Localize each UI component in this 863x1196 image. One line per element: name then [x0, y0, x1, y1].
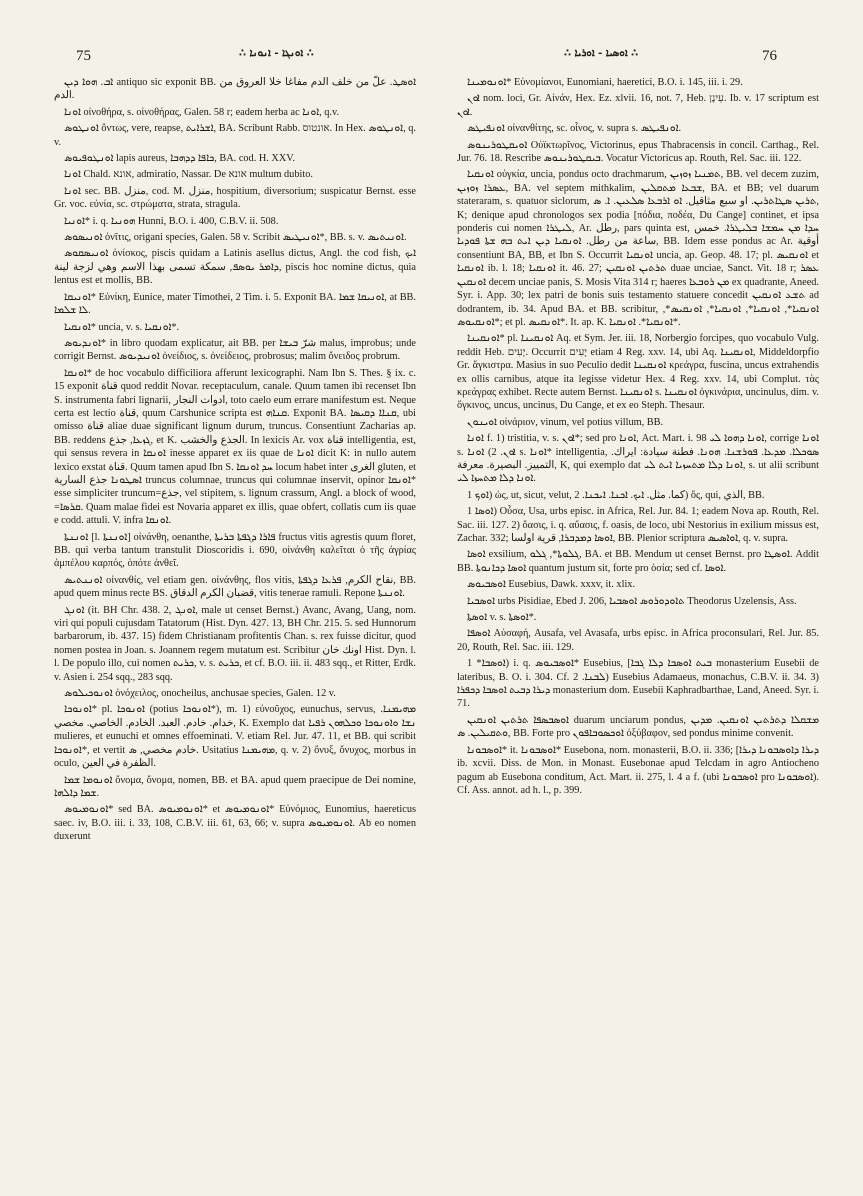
dictionary-entry: ܐܘܢܕܝܘܣ* in libro quodam explicatur, ait BB. per شرّ ܒܝܫܐ malus, improbus; unde corrigit Bernst. ܐܘܢܝܕܝܘܣ ὀνείδιος, s. ὀνείδειος, probrosus; malim ὄνειδος probrum.: [54, 337, 417, 363]
dictionary-entry: ܐܘܢܩܝܢܐ* pl. ܐܘܢܩܝܢܐ Aq. et Sym. Jer. iii. 18, Norbergio forcipes, quo vocabulo Vulg. reddit Heb. יָעִים. Occurrit יָעִים etiam 4 Reg. xxv. 14, ubi Aq. ܐܘܢܩܝܢܐ, Middeldorpfio Gr. ἄγκιστρα. Masius in suo Peculio dedit ܐܘܢܩܝܢܐ κρεάγρα, fuscina, uncus extrahendis ex ollis carnibus, atque ita legisse videtur Hex. 4 Reg. xxv. 14, ubi Complut. τὰς κρεάγρας exhibet. Recte autem Bernst. ܐܘܢܩܝܢܐ s. ܐܘܢܩܝܢܐ ὀγκινάρια, uncinulus, dim. v. ὄγκινος, uncus, uncinus, Du Cange, et ex eo Steph. Thesaur.: [457, 333, 820, 412]
dictionary-entry: ܐܘܢܝܐ* i. q. ܗܘܢܝܐ Hunni, B.O. i. 400, C.B.V. ii. 508.: [64, 215, 279, 227]
left-page-number: 75: [76, 48, 91, 64]
dictionary-entry: ܐܘܣܐ 1) Οὖσα, Usa, urbs episc. in Africa, Rel. Jur. 84. 1; eadem Nova ap. Routh, Rel. Sac. iii. 127. 2) ὄασις, i. q. αὔασις, f. oasis, de loco, ubi Nestorius in exilium missus est, Zachar. 332; ܐܘܣܐ ܕܡܕܒܪܐ, قرية اولسا, BB. Plenior scriptura ܐܘܐܣܝܣ, q. v. supra.: [457, 506, 819, 544]
dictionary-entry: ܐܘܝܢܘܢ οἰνάριον, vinum, vel potius villum, BB.: [467, 416, 664, 428]
dictionary-entry: ܐܘܢܘܡܝܢܐ* Εὐνομίανοι, Eunomiani, haeretici, B.O. i. 145, iii. i. 29.: [467, 77, 743, 88]
dictionary-entry: ܐܘܢܘܡܝܘܣ* sed BA. ܐܘܢܘܡܝܘܣ* et ܐܘܢܘܡܝܘܣ* Εὐνόμιος, Eunomius, haereticus saec. iv, B.O. iii. i. 33, 108, C.B.V. iii. 61, 63, 66; v. supra ܐܘܢܘܡܝܘܣ. Ab eo nomen duxerunt: [54, 804, 417, 843]
dictionary-entry: ܐܘܟ 1) ὡς, ut, sicut, velut, كما. مثل. ܐܝܟ. ܐܟܢܐ. ܐܝܟܢܐ. 2) ὅς, qui, الذي, BB.: [467, 489, 765, 501]
dictionary-entry: ܐܘܣܐ exsilium, ܓܠܘܬܐ*, ܓܠܘ, BA. et BB. Mendum ut censet Bernst. pro ܐܘܣܛܐ. Addit BB. ܐܘܣܐ ܕܟܐܢܘܬܐ quantum justum sit, forte pro ὁσία; sed cf. ܐܘܣܐ.: [457, 549, 819, 574]
dictionary-entry: ܐܘܣܒܐ* 1) i. q. ܐܘܣܒܝܘܣ* Eusebius, [ܒܝܬ ܐܘܣܒܐ ܕܠܐ ܓܒܐ monasterium Eusebii de lateribus, B. O. i. 304. Cf. ܠܒܢܐ. 2) Eusebius Adamaeus, monachus, C.B.V. ii. 34. 3) ܕܝܪܐ ܕܒܝܬ ܐܘܣܒܐ ܕܟܦܪܐ monasterium dom. Eusebii Kaphradbarthae, Land, Aneed. Syr. i. 71.: [457, 658, 819, 710]
dictionary-entry: ܐܘܣܬܐ v. s. ܐܘܣܬܐ*.: [467, 612, 537, 624]
dictionary-entry: ܐܘܢܐ Chald. אונא, admiratio, Nassar. De אונא multum dubito.: [64, 169, 313, 181]
two-column-body: [54, 76, 819, 847]
right-running-head: ∴ ܐܘܣܝܐ - ܐܘܪܝܐ ∴: [564, 48, 639, 59]
dictionary-entry: ܐܘܢܝܣܘܣ ὀνῖτις, origani species, Galen. 58 v. Scribit ܐܘܢܝܛܝܣ*, BB. s. v. ܐܘܢܝܬܝܣ.: [64, 232, 407, 244]
dictionary-entry: ܐܘܢܐ sec. BB. منزل, cod. M. منزل, hospitium, diversorium; suspicatur Bernst. esse Gr. voc. εὐνία, sc. στρώματα, strata, stragula.: [54, 185, 416, 211]
dictionary-entry: ܐܘܣܒܝܘܣ Eusebius, Dawk. xxxv, it. xlix.: [467, 579, 636, 591]
dictionary-entry: ܐܘܢ nom. loci, Gr. Αἰνάν, Hex. Ez. xlvii. 16, not. 7, Heb. עֵינָן. Ib. v. 17 scriptum est ܐܘܢ.: [457, 93, 819, 118]
dictionary-entry: ܐܘܣܒܝܐ urbs Pisidiae, Ebed J. 206, ܬܐܘܕܘܪܘܣ ܐܘܣܒܝܐ Theodorus Uzelensis, Ass.: [467, 595, 797, 607]
dictionary-entry: ܐܘܢܓ (it. BH Chr. 438. 2, ܐܘܢܓ, male ut censet Bernst.) Avanc, Avang, Uang, nom. viri qui populi cujusdam Tatatorum (Hist. Dyn. 427. 13, BH Chr. 215. 5. sed Hunnorum barbarorum, ib. 437. 15) fidem Christianam profitentis Chan. s. rex fuisse dicitur, quod nomen postea in Joan. s. Joannem regem mutatum est. Scribitur اونك خان Hist. Dyn. l. l. De populo illo, cui nomen ܟܪܝܬ, v. s. ܟܪܝܬ, et cf. B.O. iii. ii. 483 sqq., et Ritter, Erdk. v. Asien i. 254 sqq., 283 sqq.: [54, 604, 417, 683]
dictionary-entry: ܐܘܢܛܘܦܝܘܣ lapis aureus, ܟܐܦܐ ܕܕܗܒܐ, BA. cod. H. XXV.: [64, 153, 295, 165]
right-column: [457, 76, 819, 847]
dictionary-entry: ܐܘܢܢܬܝܣ οἰνανθίς, vel etiam gen. οἰνάνθης, flos vitis, نقاح الكرم, ܦܪܥܐ ܕܓܦܬܐ, BB. apud quem minus recte BS. قضبان الكرم الدقاق, vitis tenerae ramuli. Repone ܐܘܢܢܬܐ.: [54, 574, 416, 600]
dictionary-entry: ܐܘܢܦܝܛܣ οἰνανθίτης, sc. οἶνος, v. supra s. ܐܘܢܦܝܛܣ.: [467, 123, 682, 135]
page-header: [54, 28, 819, 68]
dictionary-entry: ܐܘܢܘܟܝܠܘܣ ὀνόχειλος, onocheilus, anchusae species, Galen. 12 v.: [64, 688, 336, 700]
dictionary-entry: ܐܘܢܝܩܐ* Εὐνίκη, Eunice, mater Timothei, 2 Tim. i. 5. Exponit BA. ܐܘܢܝܩܐ ܫܡܐ, at BB. ܠܐ ܫܠܡܐ.: [54, 291, 417, 317]
dictionary-entry: ܐܘܢܘܟܐ* pl. ܐܘܢܘܟܐ (potius ܐܘܢܘܟܐ*), m. 1) εὐνοῦχος, eunuchus, servus, ܡܗܝܡܢܐ. خدام. خادم. العبد. الخادم. الخاصي. مخصي, K. Exemplo dat ܢܫܐ ܘܐܘܢܘܟܐ ܘܟܠܗܘܢ ܪܦܝܐ mulieres, et eunuchi et omnes effoeminati. V. etiam Rel. Jur. 47. 11, et BB. qui scribit ܐܘܢܘܟܐ*, et vertit خادم مخصي, ܣ. Usitatius ܡܗܝܡܢܐ, q. v. 2) ὄνυξ, ὄνυχος, morbus in oculo, الظفرة في العين.: [54, 704, 416, 770]
dictionary-entry: ܐܘܢܩܐ* de hoc vocabulo difficiliora afferunt lexicographi. Nam Ibn S. Thes. § ix. c. 15 exponit قناة quod reddit Novar. receptaculum, canale. Quum tamen ibi recenset Ibn S. instrumenta fabri lignarii, ادوات النجار, toto caelo eum errare manifestum est. Neque certa est lectio قناة, quum Carshunice scripta est ܩܢܐܗ. Exponit BA. ܩܢܐܐ ܕܩܝܣܐ, ubi omisso قناة aliae duae significant lignum durum, truncus. Consentiunt Zacharias ap. BB. reddens ܓܙܥܐ, جذع, et K. الجذع والخشب. In lexicis Ar. vox قناة intelligentia, est, qui sensus revera in ܐܘܢܩܐ inesse apparet ex iis quae de ܐܘܢܐ dicit K: in nullo autem lexico exstat قناة. Quum tamen apud Ibn S. ܚܕ ܐܘܢܩܐ locum habet inter الغرى gluten, et ܐܣܛܘܢܐ جذع السارية truncus columnae, truncus qui columnae inservit, opinor ܐܘܢܩܐ* esse simpliciter truncum=جذع, vel stipitem, s. lignum crassum, Angl. a block of wood, =ܩܪܣܐ. Quam malae fidei est Novaria apparet ex illis, quae obfert, collatis cum iis quae e codd. attuli. V. infra ܐܘܢܩܐ.: [54, 367, 417, 527]
dictionary-entry: ܐܘܝܩܛܘܪܝܢܘܣ Οὐϊκτωρῖνος, Victorinus, epus Thabracensis in concil. Carthag., Rel. Jur. 76. 18. Rescribe ܒܝܩܛܘܪܝܢܘܣ. Vocatur Victoricus ap. Routh, Rel. Sac. iii. 122.: [457, 139, 819, 165]
dictionary-entry: ܐܘܢܩܝܐ* uncia, v. s. ܐܘܢܩܝܐ*.: [64, 321, 180, 333]
dictionary-entry: ܐܘܣܒܘܢܐ* it. ܐܘܣܒܘܢܐ* Eusebona, nom. monasterii, B.O. ii. 336; [ܕܝܪܐ ܕܐܘܣܒܘܢܐ ܕܝܪܐ ib. xcvii. Diss. de Mon. in Monast. Eusebonae apud Telcdam in agro Antiocheno pagum ab Eusebona conditum, Act. Mart. ii. 275, l. 4 a f. (ubi ܐܘܣܒܘܢܐ pro ܐܘܣܒܘܢܐ). Cf. Ass. annot. ad h. l., p. 399.: [457, 744, 820, 796]
dictionary-entry: ܐܘܣܒܣܦܐ ܬܪܬܝܢ ܐܘܢܩܝܢ duarum unciarum pondus, ܡܫܩܠܐ ܕܬܪܬܝܢ ܐܘܢܩܝܢ. ܡܕܝܢ ܘܬܩܝܠܝܢ. ܣ, BB. Forte pro ܐܘܟܣܘܒܐܦܘܢ ὀξύβαφον, sed pondus minime convenit.: [457, 714, 819, 740]
dictionary-entry: ܐܘܢܢܬܐ [l. ܐܘܢܢܬܐ] οἰνάνθη, oenanthe, ܦܐܪܐ ܕܓܦܬܐ ܒܪܝܬܐ fructus vitis agrestis quum floret, BB. qui verba tantum transtulit Dioscoridis i. 690, οἰνάνθη καλεῖται ὁ τῆς ἀγρίας ἀμπέλου καρπός, ὁπότε ἀνθεῖ.: [54, 531, 416, 570]
dictionary-entry: ܐܘܢܐ οἰνοθήρα, s. οἰνοθήρας, Galen. 58 r; eadem herba ac ܐܘܢܐ, q.v.: [64, 106, 340, 118]
dictionary-entry: ܐܘܢܘܡܐ ܫܡܐ ὄνομα, ὄνομα, nomen, BB. et BA. apud quem praecipue de Dei nomine, ܫܡܐ ܕܐܠܗܐ.: [54, 774, 416, 799]
right-page-number: 76: [762, 48, 777, 64]
dictionary-entry: ܐܘܢܐ f. 1) tristitia, v. s. ܐܘܢ*; sed pro ܐܘܢܐ, Act. Mart. i. 98 ܐܘܢܐ ܕܗܘܐ ܠܝ, corrige ܐܘܢܐ s. ܐܘܢ. 2) ܐܘܢܐ s. ܐܘܢܐ* intelligentia, ܣܘܟܠܐ. ܡܕܥܐ. ܦܘܪܫܢܐ. ܗܘܢܐ. فطنة سيادة: ايراك. التمييز. البصيرة. معرفة, K, qui exemplo dat ܐܘܢܐ ܕܠܐ ܡܬܚܙܝܐ ܐܝܬ ܠܝ, s. ut alii scribunt ܐܘܢܐ ܕܠܐ ܡܬܚܙܐ ܠܝ.: [457, 433, 820, 485]
dictionary-entry: ܐܘܢܝܣܩܘܣ ὀνίσκος, piscis quidam a Latinis asellus dictus, Angl. the cod fish, ܐܝܟ ܕܐܡܪ ܝܘܣܦ, سمكة تسمى بهذا الاسم وهي لزجة لينة, piscis hoc nomine dictus, quia lentus est et mollis, BB.: [54, 248, 416, 287]
left-running-head: ∴ ܐܘܢܓܐ - ܐܢܘܢܐ ∴: [239, 48, 314, 59]
dictionary-entry: ܐܒ. ܗܘܐ ܕܝܢ antiquo sic exponit BB. ܐܘܣܛ. علّ من خلف الدم مفاغا خلا العروق من الدم.: [54, 77, 417, 102]
dictionary-entry: ܐܘܢܛܘܣ ὄντως, vere, reapse, ܐܫܪܐܝܬ, BA. Scribunt Rabb. אונטוס. In Hex. ܐܘܢܛܘܣ, q. v.: [54, 123, 416, 148]
left-column: [54, 76, 416, 847]
dictionary-entry: ܐܘܣܦܐ Αὐσαφή, Ausafa, vel Avasafa, urbs episc. in Africa proconsulari, Rel. Jur. 85. 20, Routh, Rel. Sac. iii. 129.: [457, 628, 819, 653]
dictionary-entry: ܐܘܢܩܝܐ οὐγκία, uncia, pondus octo drachmarum, ܬܡܢܝܐ ܙܘܙܝܢ, BB. vel decem zuzim, ܥܣܪܐ ܙܘܙܝܢ, BA. vel septem mithkalim, ܫܒܥܐ ܡܬܩܠܝܢ, BA. et BB; vel duarum stateraram, s. quatuor siclorum, ܬܪܝܢ ܣܛܐܬܪܝܢ. او سبع مثاقيل. ܐܘ ܐܪܒܥܐ ܣܠܥܝܢ. ܐ. ܣ, K; denique apud chronologos sex podia [πόδια, ποδέα, Du Cange] continet, et ipsa ponderis cui nomen ܠܝܛܪܐ, Ar. رطل, pars quinta est, ܚܕܐ ܡܢ ܚܡܫܐ ܒܠܝܛܪܐ. خمس ساعة من رطل. ܐܘܢܩܝܐ ܕܝܢ ܐܝܬ ܒܗ ܫܬܐ ܦܘܕܝܐ, BB. Idem esse pondus ac Ar. أوقية consentiunt BA, BB, et Ibn S. Occurrit ܐܘܢܩܝܐ uncia, ap. Geop. 48. 17; pl. ܐܘܢܩܝܣ et ܐܘܢܩܝܐ ib. l. 18; ܐܘܢܩܝܐ it. 46. 27; ܬܪܬܝܢ ܐܘܢܩܝܢ duae unciae, Sanct. Vit. 18 r; ܥܣܪ ܐܘܢܩܝܢ decem unciae panis, S. Mosis Vita 314 r; haeres ܡܢ ܪܘܒܥܐ ex quadrante, Aneed. Syr. i. App. 30; lex patri de bonis suis testamento statuere concedit ܬܫܥ ܐܘܢܩܝܢ ad dodrantem, ib. 34. Apud BA. et BB. scribitur, ܐܘܢܩܝܐ*, ܐܘܢܩܝܐ*, ܐܘܢܩܝܐ*, ܐܘܢܩܝܣ*, ܐܘܢܩܝܘܣ*; et pl. ܐܘܢܩܝܣ*. It. ap. K. ܐܘܢܩܝܐ*. ܐܘܢܩܝܐ*.: [457, 169, 819, 328]
